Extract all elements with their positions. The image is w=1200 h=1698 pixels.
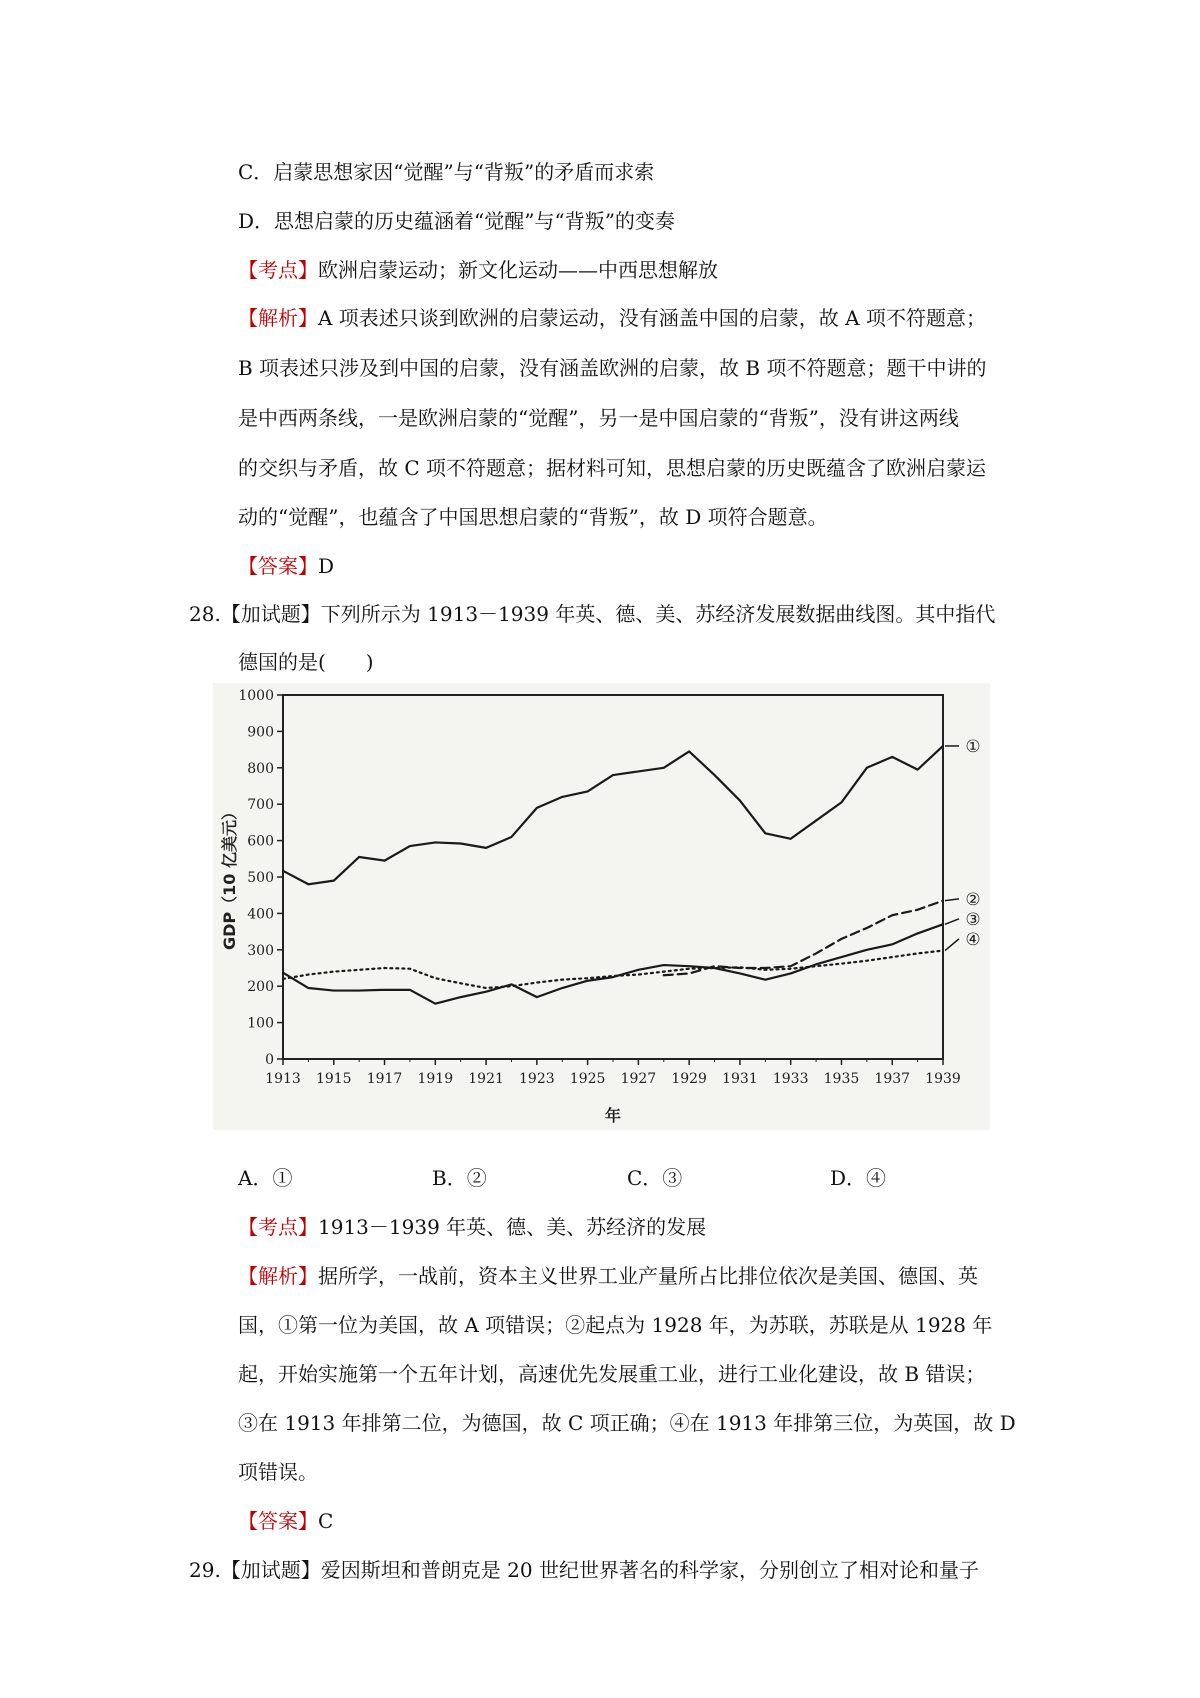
x-tick-label: 1935	[823, 1071, 860, 1087]
kaodian-text: 1913－1939 年英、德、美、苏经济的发展	[318, 1215, 707, 1239]
legend-label: ③	[965, 909, 981, 930]
jiexi-tag: 【解析】	[238, 1264, 318, 1288]
x-tick-label: 1933	[772, 1071, 809, 1087]
legend-label: ④	[965, 929, 981, 950]
legend-leader	[945, 939, 959, 951]
legend-leader	[945, 899, 959, 901]
y-tick-label: 300	[247, 942, 274, 959]
x-tick-label: 1919	[417, 1071, 454, 1087]
x-tick-label: 1917	[366, 1071, 403, 1087]
q28-option-c: C．③	[627, 1166, 683, 1190]
y-tick-label: 200	[247, 979, 274, 996]
kaodian-tag: 【考点】	[238, 258, 318, 282]
gdp-chart	[213, 683, 990, 1130]
answer-value: C	[318, 1509, 334, 1533]
q28-stem: 28.【加试题】下列所示为 1913－1939 年英、德、美、苏经济发展数据曲线图。其中指代	[189, 602, 996, 626]
q28-stem-2: 德国的是( )	[238, 650, 374, 674]
legend-label: ①	[965, 736, 981, 757]
kaodian-tag: 【考点】	[238, 1215, 318, 1239]
x-tick-label: 1929	[671, 1071, 707, 1087]
q28-option-b: B．②	[432, 1166, 487, 1190]
legend-label: ②	[965, 889, 981, 910]
jiexi-line: 的交织与矛盾，故 C 项不符题意；据材料可知，思想启蒙的历史既蕴含了欧洲启蒙运	[238, 456, 987, 480]
jiexi-row-1	[238, 304, 986, 332]
x-axis-label: 年	[604, 1106, 622, 1125]
x-tick-label: 1937	[874, 1071, 911, 1087]
q29-stem: 29.【加试题】爱因斯坦和普朗克是 20 世纪世界著名的科学家，分别创立了相对论和量子	[189, 1558, 979, 1582]
kaodian-row	[238, 256, 718, 284]
answer-tag: 【答案】	[238, 1509, 318, 1533]
y-tick-label: 700	[247, 797, 274, 814]
y-tick-label: 900	[247, 724, 274, 741]
x-tick-label: 1931	[722, 1071, 758, 1087]
jiexi-line: 动的“觉醒”，也蕴含了中国思想启蒙的“背叛”，故 D 项符合题意。	[238, 505, 828, 529]
q28-kaodian-row	[238, 1213, 706, 1241]
series-line	[664, 901, 943, 976]
jiexi-line: 据所学，一战前，资本主义世界工业产量所占比排位依次是美国、德国、英	[318, 1264, 978, 1288]
answer-value: D	[318, 554, 335, 578]
y-axis-label: GDP（10 亿美元）	[220, 804, 239, 950]
q28-answer-row	[238, 1507, 333, 1535]
x-tick-label: 1915	[315, 1071, 352, 1087]
y-tick-label: 600	[247, 833, 274, 850]
y-tick-label: 1000	[238, 688, 274, 704]
answer-tag: 【答案】	[238, 554, 318, 578]
jiexi-line: 起，开始实施第一个五年计划，高速优先发展重工业，进行工业化建设，故 B 错误；	[238, 1362, 986, 1386]
y-tick-label: 500	[247, 870, 274, 886]
kaodian-text: 欧洲启蒙运动；新文化运动——中西思想解放	[318, 258, 718, 282]
gdp-line-chart	[213, 683, 990, 1130]
option-c: C．启蒙思想家因“觉醒”与“背叛”的矛盾而求索	[238, 160, 655, 184]
answer-row	[238, 552, 334, 580]
option-d: D．思想启蒙的历史蕴涵着“觉醒”与“背叛”的变奏	[238, 209, 675, 233]
y-tick-label: 100	[247, 1015, 274, 1032]
x-tick-label: 1939	[925, 1071, 961, 1087]
y-tick-label: 800	[247, 760, 274, 777]
plot-frame	[283, 695, 943, 1059]
series-line	[283, 746, 943, 884]
x-tick-label: 1927	[620, 1071, 657, 1087]
legend-leader	[945, 919, 959, 924]
jiexi-line: 项错误。	[238, 1460, 318, 1484]
jiexi-tag: 【解析】	[238, 306, 318, 330]
x-tick-label: 1913	[265, 1071, 301, 1087]
jiexi-line: B 项表述只涉及到中国的启蒙，没有涵盖欧洲的启蒙，故 B 项不符题意；题干中讲的	[238, 356, 987, 380]
jiexi-line: 国，①第一位为美国，故 A 项错误；②起点为 1928 年，为苏联，苏联是从 1928 年	[238, 1313, 993, 1337]
x-tick-label: 1923	[519, 1071, 555, 1087]
y-tick-label: 400	[247, 906, 274, 923]
y-tick-label: 0	[265, 1052, 274, 1068]
jiexi-line: A 项表述只谈到欧洲的启蒙运动，没有涵盖中国的启蒙，故 A 项不符题意；	[318, 306, 986, 330]
q28-option-d: D．④	[830, 1166, 887, 1190]
jiexi-line: ③在 1913 年排第二位，为德国，故 C 项正确；④在 1913 年排第三位，为英国，故 D	[238, 1411, 1016, 1435]
x-tick-label: 1925	[569, 1071, 606, 1087]
q28-option-a: A．①	[238, 1166, 293, 1190]
x-tick-label: 1921	[468, 1071, 504, 1087]
jiexi-line: 是中西两条线，一是欧洲启蒙的“觉醒”，另一是中国启蒙的“背叛”，没有讲这两线	[238, 406, 959, 430]
q28-jiexi-row-1	[238, 1262, 978, 1290]
